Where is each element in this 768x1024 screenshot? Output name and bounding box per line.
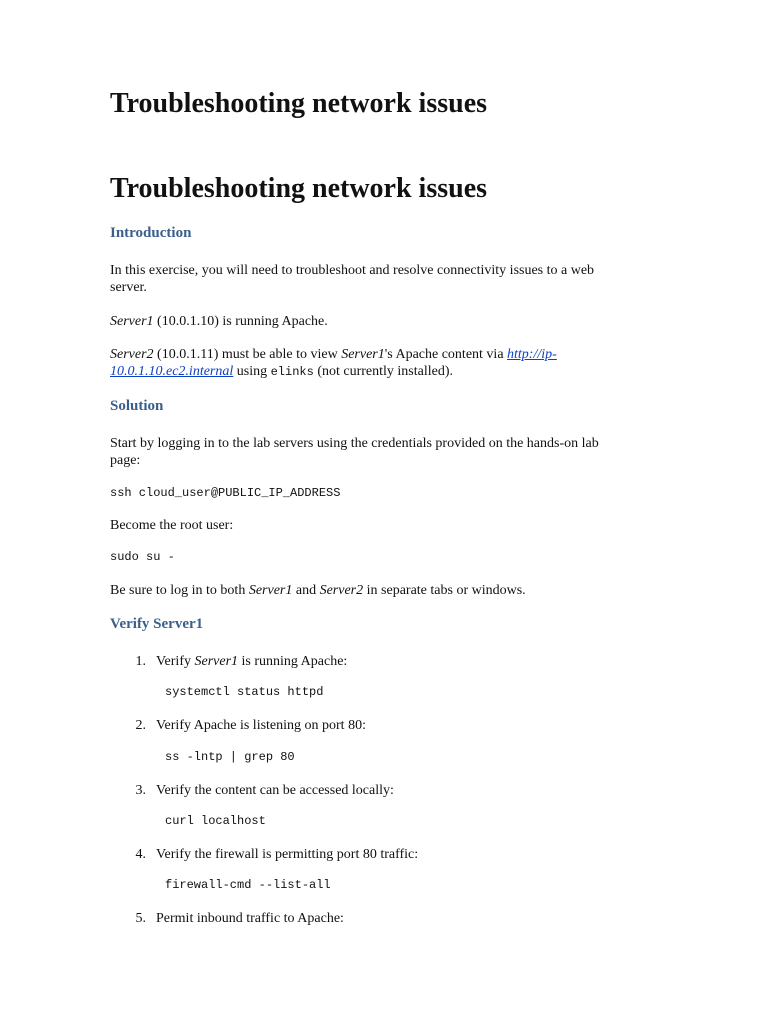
list-item-number: 1. [135,654,146,669]
sudo-command: sudo su - [110,550,175,564]
both-servers-paragraph [110,582,526,600]
both-server2: Server2 [319,583,364,598]
both-and: and [292,583,320,598]
server2-tail: (not currently installed). [313,364,454,379]
list-item-number: 3. [135,783,146,798]
solution-paragraph-line2: page: [110,453,141,468]
both-post: in separate tabs or windows. [363,583,526,598]
step-text: Verify Apache is listening on port 80: [156,718,366,733]
server2-using: using [233,364,271,379]
list-item [122,846,418,864]
elinks-inline-code: elinks [270,365,314,379]
list-item-number: 5. [135,911,146,926]
intro-paragraph-line1: In this exercise, you will need to troubleshoot and resolve connectivity issues to a web [110,263,595,278]
step-text-tail: is running Apache: [238,654,348,669]
server1-desc: (10.0.1.10) is running Apache. [153,314,328,329]
step-text: Verify the content can be accessed locally: [156,783,394,798]
systemctl-command: systemctl status httpd [165,685,324,699]
curl-command: curl localhost [165,814,266,828]
server1-reference: Server1 [341,347,385,362]
ss-command: ss -lntp | grep 80 [165,750,295,764]
list-item [122,717,366,735]
step-text: Verify the firewall is permitting port 80 traffic: [156,847,419,862]
server2-paragraph-line1 [110,346,557,364]
intro-paragraph-line2: server. [110,280,147,295]
firewall-cmd-command: firewall-cmd --list-all [165,878,331,892]
step-text: Permit inbound traffic to Apache: [156,911,344,926]
ssh-command: ssh cloud_user@PUBLIC_IP_ADDRESS [110,486,341,500]
server1-paragraph [110,313,328,331]
server2-desc: (10.0.1.11) must be able to view [153,347,342,362]
list-item-number: 4. [135,847,146,862]
both-server1: Server1 [248,583,293,598]
solution-paragraph-line1: Start by logging in to the lab servers using the credentials provided on the hands-on lab [110,436,599,451]
section-heading-verify-server1: Verify Server1 [110,616,204,632]
section-heading-introduction: Introduction [110,225,192,241]
server1-url-link-part2[interactable]: 10.0.1.10.ec2.internal [110,364,234,379]
section-heading-solution: Solution [110,398,164,414]
both-pre: Be sure to log in to both [110,583,249,598]
server2-desc-2: 's Apache content via [384,347,508,362]
server2-paragraph-line2 [110,363,453,381]
server2-name: Server2 [110,347,154,362]
server1-url-link-part1[interactable]: http://ip- [507,347,557,362]
list-item [122,782,394,800]
page-title-top: Troubleshooting network issues [110,88,488,119]
list-item [122,910,344,928]
list-item-number: 2. [135,718,146,733]
step-text: Verify [156,654,195,669]
step-server1: Server1 [194,654,239,669]
list-item [122,653,347,671]
page-title: Troubleshooting network issues [110,173,488,204]
become-root-text: Become the root user: [110,518,234,533]
server1-name: Server1 [110,314,154,329]
